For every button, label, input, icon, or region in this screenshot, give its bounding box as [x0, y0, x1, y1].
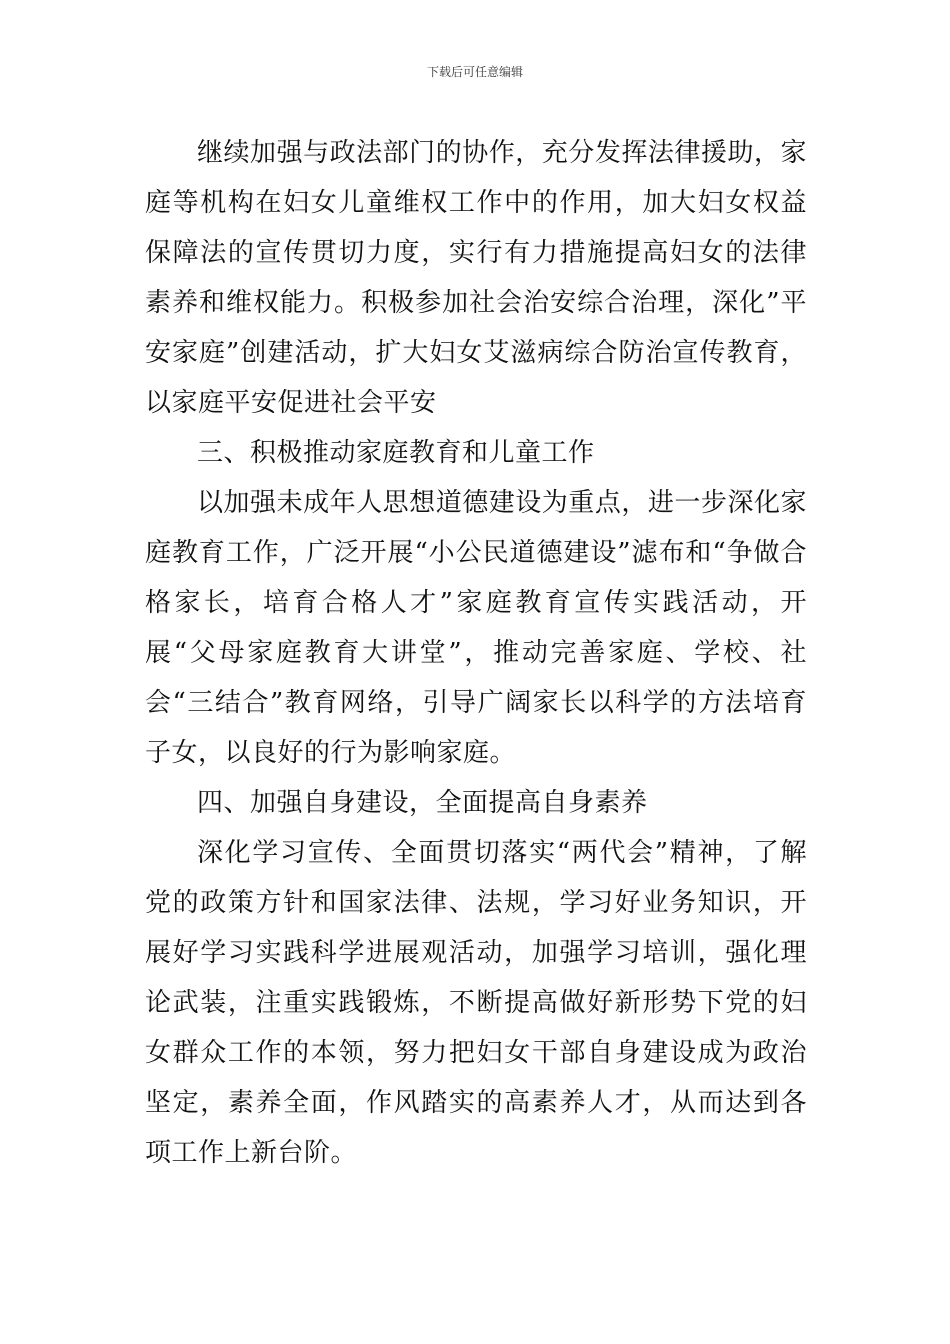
document-body — [145, 128, 807, 1178]
paragraph-legal-cooperation: 继续加强与政法部门的协作，充分发挥法律援助，家庭等机构在妇女儿童维权工作中的作用，加大妇女权益保障法的宣传贯切力度，实行有力措施提高妇女的法律素养和维权能力。积极参加社会治安综合治理，深化”平安家庭”创建活动，扩大妇女艾滋病综合防治宣传教育，以家庭平安促进社会平安 — [145, 138, 807, 418]
section-heading-self-building: 四、加强自身建设，全面提高自身素养 — [197, 788, 648, 818]
paragraph-family-education: 以加强未成年人思想道德建设为重点，进一步深化家庭教育工作，广泛开展“小公民道德建设”滤布和“争做合格家长，培育合格人才”家庭教育宣传实践活动，开展“父母家庭教育大讲堂”，推动完善家庭、学校、社会“三结合”教育网络，引导广阔家长以科学的方法培育子女，以良好的行为影响家庭。 — [145, 488, 807, 768]
page-header: 下载后可任意编辑 — [426, 65, 523, 79]
paragraph-self-building: 深化学习宣传、全面贯切落实“两代会”精神，了解党的政策方针和国家法律、法规，学习好业务知识，开展好学习实践科学进展观活动，加强学习培训，强化理论武装，注重实践锻炼，不断提高做好新形势下党的妇女群众工作的本领，努力把妇女干部自身建设成为政治坚定，素养全面，作风踏实的高素养人才，从而达到各项工作上新台阶。 — [145, 838, 807, 1168]
section-heading-family-education: 三、积极推动家庭教育和儿童工作 — [197, 438, 595, 468]
